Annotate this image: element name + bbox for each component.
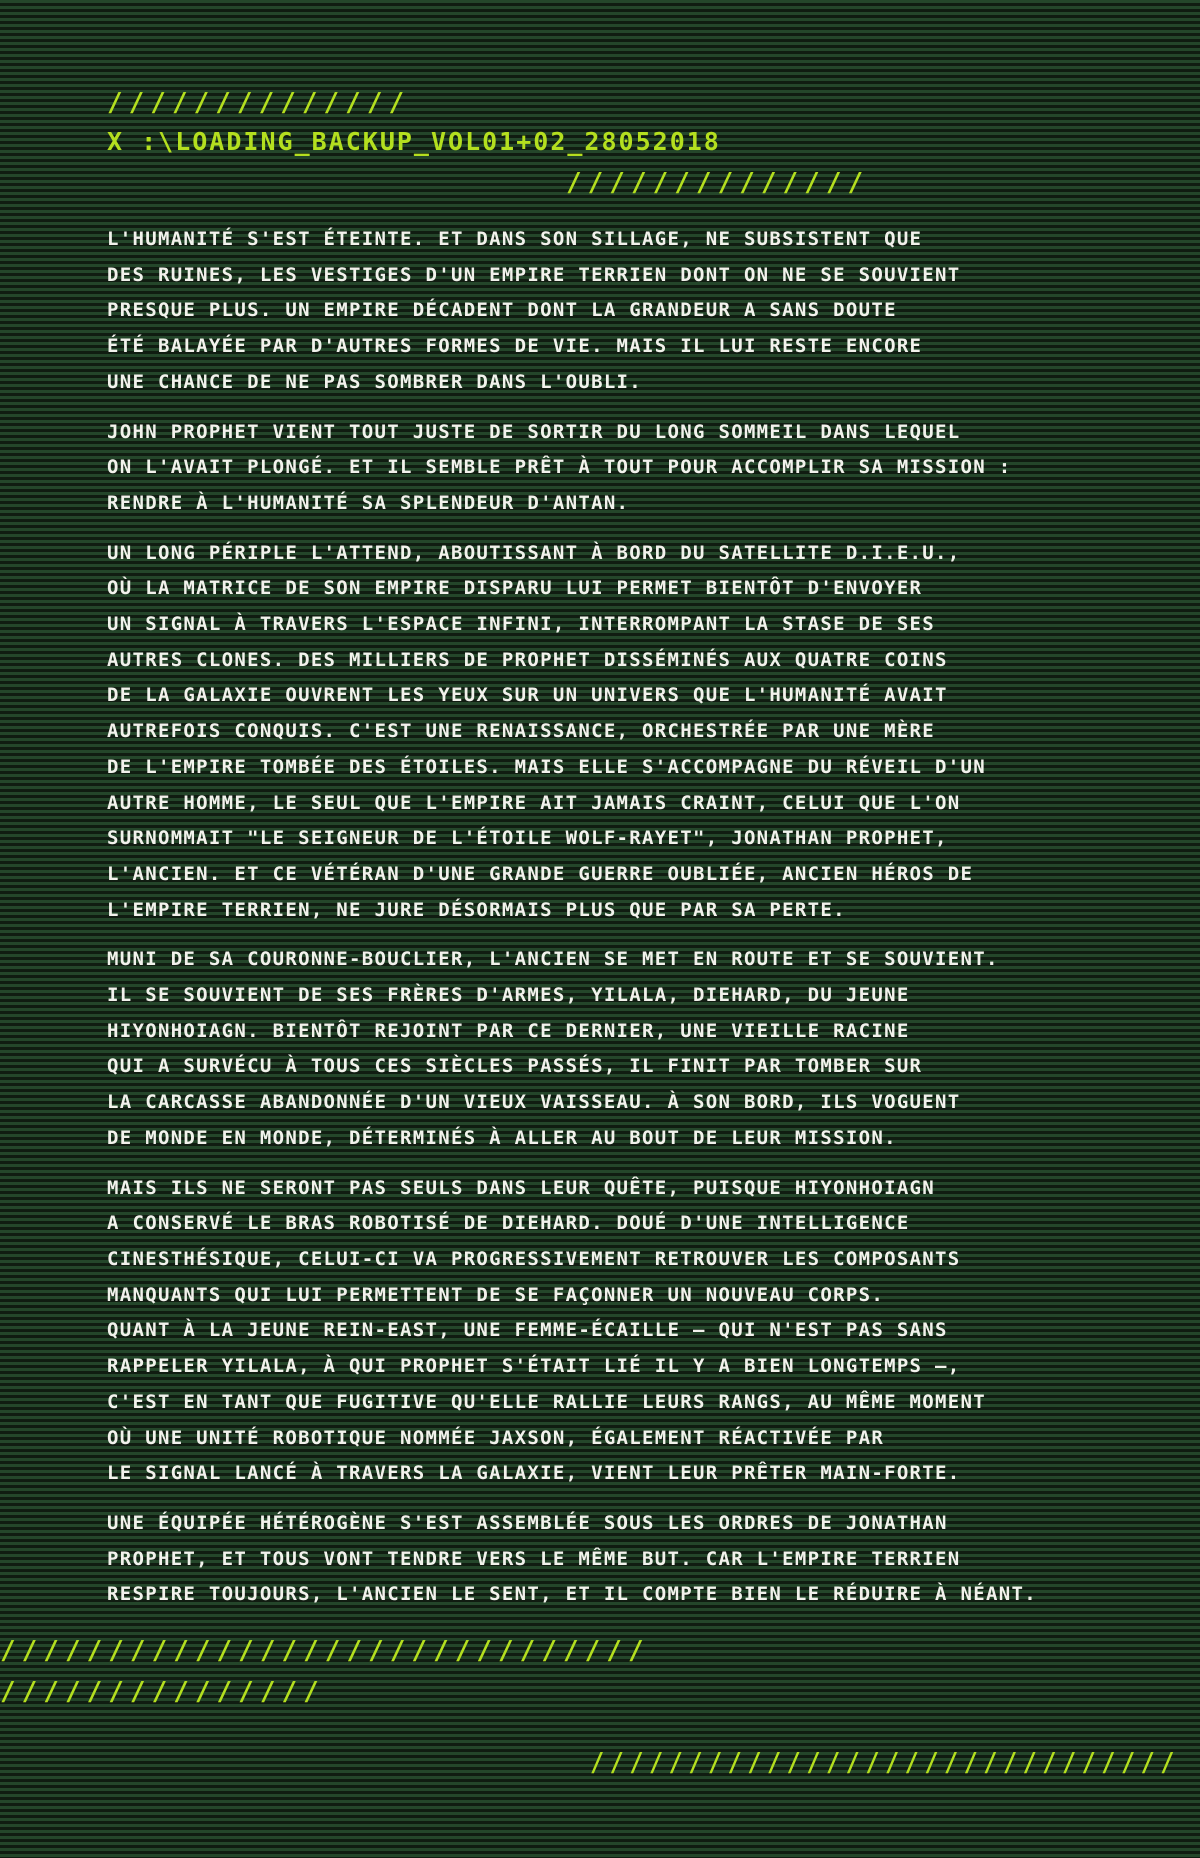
text-line: A CONSERVÉ LE BRAS ROBOTISÉ DE DIEHARD. DOUÉ D'UNE INTELLIGENCE xyxy=(107,1212,910,1235)
decorative-slashes-bottom: ////////////////////////////// xyxy=(0,1636,650,1666)
text-line: DE MONDE EN MONDE, DÉTERMINÉS À ALLER AU BOUT DE LEUR MISSION. xyxy=(107,1126,897,1149)
text-line: UN LONG PÉRIPLE L'ATTEND, ABOUTISSANT À BORD DU SATELLITE D.I.E.U., xyxy=(107,541,961,564)
text-line: HIYONHOIAGN. BIENTÔT REJOINT PAR CE DERNIER, UNE VIEILLE RACINE xyxy=(107,1019,910,1042)
text-line: QUI A SURVÉCU À TOUS CES SIÈCLES PASSÉS, IL FINIT PAR TOMBER SUR xyxy=(107,1055,923,1078)
text-line: C'EST EN TANT QUE FUGITIVE QU'ELLE RALLIE LEURS RANGS, AU MÊME MOMENT xyxy=(107,1390,986,1413)
text-line: RESPIRE TOUJOURS, L'ANCIEN LE SENT, ET IL COMPTE BIEN LE RÉDUIRE À NÉANT. xyxy=(107,1583,1037,1606)
text-line: ON L'AVAIT PLONGÉ. ET IL SEMBLE PRÊT À TOUT POUR ACCOMPLIR SA MISSION : xyxy=(107,456,1012,479)
text-line: DE L'EMPIRE TOMBÉE DES ÉTOILES. MAIS ELLE S'ACCOMPAGNE DU RÉVEIL D'UN xyxy=(107,755,986,778)
text-line: L'HUMANITÉ S'EST ÉTEINTE. ET DANS SON SILLAGE, NE SUBSISTENT QUE xyxy=(107,228,923,250)
paragraph-5 xyxy=(107,1171,1117,1492)
text-line: PRESQUE PLUS. UN EMPIRE DÉCADENT DONT LA GRANDEUR A SANS DOUTE xyxy=(107,299,897,322)
text-line: PROPHET, ET TOUS VONT TENDRE VERS LE MÊME BUT. CAR L'EMPIRE TERRIEN xyxy=(107,1547,961,1570)
text-line: QUANT À LA JEUNE REIN-EAST, UNE FEMME-ÉCAILLE — QUI N'EST PAS SANS xyxy=(107,1319,948,1342)
text-line: AUTRE HOMME, LE SEUL QUE L'EMPIRE AIT JAMAIS CRAINT, CELUI QUE L'ON xyxy=(107,791,961,814)
text-line: DES RUINES, LES VESTIGES D'UN EMPIRE TERRIEN DONT ON NE SE SOUVIENT xyxy=(107,263,961,286)
text-line: CINESTHÉSIQUE, CELUI-CI VA PROGRESSIVEMENT RETROUVER LES COMPOSANTS xyxy=(107,1247,961,1270)
decorative-slashes-top-right: ////////////// xyxy=(566,168,870,198)
text-line: MUNI DE SA COURONNE-BOUCLIER, L'ANCIEN SE MET EN ROUTE ET SE SOUVIENT. xyxy=(107,948,999,971)
text-line: JOHN PROPHET VIENT TOUT JUSTE DE SORTIR DU LONG SOMMEIL DANS LEQUEL xyxy=(107,420,961,443)
text-line: UNE ÉQUIPÉE HÉTÉROGÈNE S'EST ASSEMBLÉE SOUS LES ORDRES DE JONATHAN xyxy=(107,1511,948,1534)
text-line: LA CARCASSE ABANDONNÉE D'UN VIEUX VAISSEAU. À SON BORD, ILS VOGUENT xyxy=(107,1091,961,1114)
decorative-slashes-bottom-right: ////////////////////////////// xyxy=(590,1748,1180,1778)
body-text xyxy=(107,222,1117,1627)
text-line: MANQUANTS QUI LUI PERMETTENT DE SE FAÇONNER UN NOUVEAU CORPS. xyxy=(107,1283,885,1306)
text-line: SURNOMMAIT "LE SEIGNEUR DE L'ÉTOILE WOLF-RAYET", JONATHAN PROPHET, xyxy=(107,827,948,850)
decorative-slashes-top: ////////////// xyxy=(107,88,411,118)
text-line: UNE CHANCE DE NE PAS SOMBRER DANS L'OUBLI. xyxy=(107,370,643,393)
paragraph-1 xyxy=(107,222,1117,401)
paragraph-2 xyxy=(107,415,1117,522)
text-line: RAPPELER YILALA, À QUI PROPHET S'ÉTAIT LIÉ IL Y A BIEN LONGTEMPS —, xyxy=(107,1355,961,1378)
text-line: AUTRES CLONES. DES MILLIERS DE PROPHET DISSÉMINÉS AUX QUATRE COINS xyxy=(107,648,948,671)
text-line: AUTREFOIS CONQUIS. C'EST UNE RENAISSANCE, ORCHESTRÉE PAR UNE MÈRE xyxy=(107,720,936,743)
text-line: OÙ UNE UNITÉ ROBOTIQUE NOMMÉE JAXSON, ÉGALEMENT RÉACTIVÉE PAR xyxy=(107,1426,885,1449)
text-line: MAIS ILS NE SERONT PAS SEULS DANS LEUR QUÊTE, PUISQUE HIYONHOIAGN xyxy=(107,1176,936,1199)
text-line: L'EMPIRE TERRIEN, NE JURE DÉSORMAIS PLUS QUE PAR SA PERTE. xyxy=(107,898,846,921)
text-line: LE SIGNAL LANCÉ À TRAVERS LA GALAXIE, VIENT LEUR PRÊTER MAIN-FORTE. xyxy=(107,1462,961,1485)
text-line: L'ANCIEN. ET CE VÉTÉRAN D'UNE GRANDE GUERRE OUBLIÉE, ANCIEN HÉROS DE xyxy=(107,862,974,885)
text-line: RENDRE À L'HUMANITÉ SA SPLENDEUR D'ANTAN. xyxy=(107,491,630,514)
text-line: IL SE SOUVIENT DE SES FRÈRES D'ARMES, YILALA, DIEHARD, DU JEUNE xyxy=(107,984,910,1007)
paragraph-4 xyxy=(107,942,1117,1156)
paragraph-6 xyxy=(107,1506,1117,1613)
text-line: DE LA GALAXIE OUVRENT LES YEUX SUR UN UNIVERS QUE L'HUMANITÉ AVAIT xyxy=(107,684,948,707)
text-line: OÙ LA MATRICE DE SON EMPIRE DISPARU LUI PERMET BIENTÔT D'ENVOYER xyxy=(107,577,923,600)
page-title: X :\LOADING_BACKUP_VOL01+02_28052018 xyxy=(107,127,721,156)
paragraph-3 xyxy=(107,536,1117,929)
text-line: ÉTÉ BALAYÉE PAR D'AUTRES FORMES DE VIE. MAIS IL LUI RESTE ENCORE xyxy=(107,335,923,358)
text-line: UN SIGNAL À TRAVERS L'ESPACE INFINI, INTERROMPANT LA STASE DE SES xyxy=(107,613,936,636)
decorative-slashes-bottom-short: /////////////// xyxy=(0,1677,325,1707)
